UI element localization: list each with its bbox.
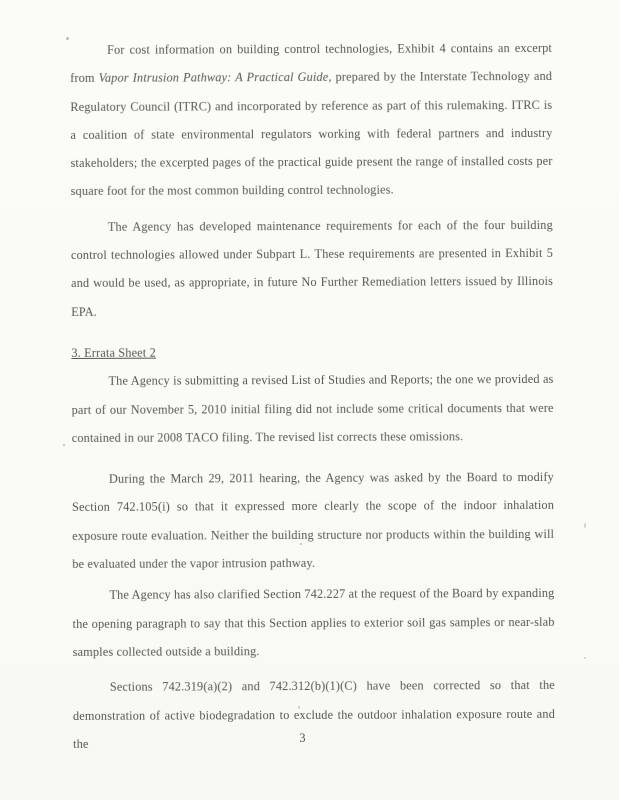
paragraph-maintenance-requirements: The Agency has developed maintenance requirements for each of the four building control technologies allowed under Subpart L. These requirements are presented in Exhibit 5 and would be used, as appropriate, in future No Further Remediation letters issued by Illinois EPA. — [70, 217, 554, 319]
paragraph-march-hearing: During the March 29, 2011 hearing, the Agency was asked by the Board to modify Section 742.105(i) so that it expressed more clearly the scope of the indoor inhalation exposure route evaluation. Neither the building structure nor products within the building will be evaluated under the vapor intrusion pathway. — [72, 470, 555, 572]
paragraph-sections-corrected: Sections 742.319(a)(2) and 742.312(b)(1)(C) have been corrected so that the demonstration of active biodegradation to exclude the outdoor inhalation exposure route and the — [72, 678, 555, 751]
document-body — [70, 34, 555, 758]
scan-artifact — [584, 523, 586, 528]
paragraph-1-continued: , prepared by the Interstate Technology and Regulatory Council (ITRC) and incorporated by reference as part of this rulemaking. ITRC is a coalition of state environmental regulators working with federal partners and industry stakeholders; the excerpted pages of the practical guide present the range of installed costs per square foot for the most common building control technologies. — [70, 69, 553, 199]
paragraph-revised-list: The Agency is submitting a revised List of Studies and Reports; the one we provided as part of our November 5, 2010 initial filing did not include some critical documents that were contained in our 2008 TACO filing. The revised list corrects these omissions. — [71, 372, 554, 445]
paragraph-1-text: For cost information on building control technologies, Exhibit 4 contains an excerpt from — [70, 40, 553, 86]
page-number: 3 — [299, 731, 306, 745]
cited-document-title: Vapor Intrusion Pathway: A Practical Guide — [98, 70, 329, 86]
scan-artifact — [300, 543, 302, 545]
scan-artifact — [584, 657, 586, 659]
paragraph-cost-information — [70, 34, 553, 206]
scan-artifact — [63, 444, 65, 446]
section-heading-errata-sheet: 3. Errata Sheet 2 — [71, 345, 156, 360]
paragraph-section-742-227: The Agency has also clarified Section 742.227 at the request of the Board by expanding the opening paragraph to say that this Section applies to exterior soil gas samples or near-slab samples collected outside a building. — [72, 586, 555, 659]
scan-artifact — [66, 37, 69, 40]
scan-artifact — [298, 706, 300, 709]
